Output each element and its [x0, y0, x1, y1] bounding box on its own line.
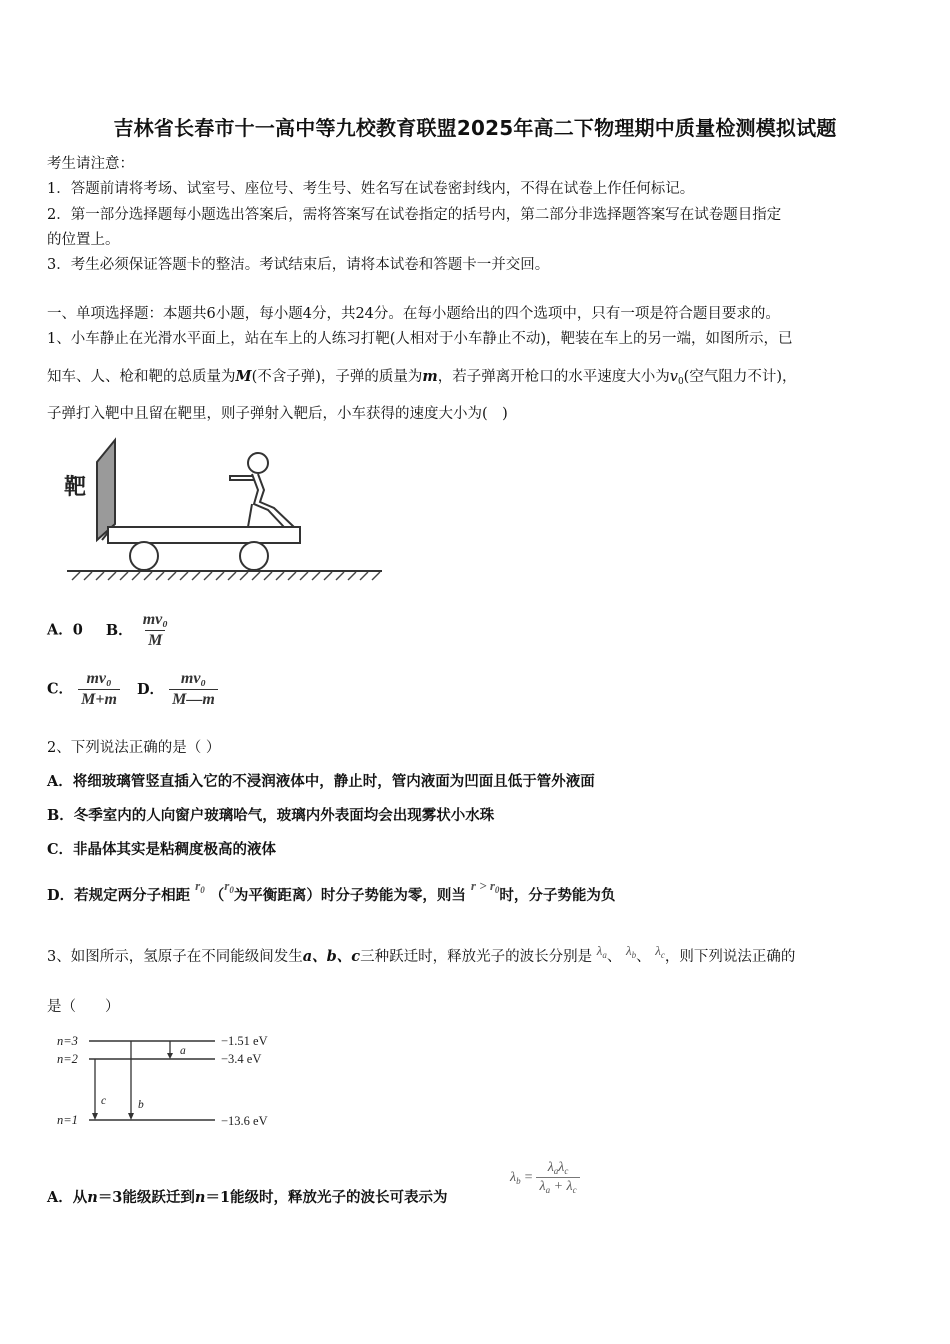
- notice-item-3: 3．考生必须保证答题卡的整洁。考试结束后，请将本试卷和答题卡一并交回。: [47, 257, 550, 273]
- transition-c-label: c: [101, 1095, 107, 1107]
- target-board: [97, 440, 115, 540]
- level-n3-label: n=3: [57, 1034, 78, 1048]
- fn-l1-sub: a: [553, 1166, 559, 1176]
- q3-lambda-b: [626, 943, 636, 958]
- level-n2-label: n=2: [57, 1052, 78, 1066]
- q2-d-r0-2-base: r: [224, 878, 230, 893]
- q3-line-2: 是（ ）: [47, 999, 120, 1015]
- q3-abc: a、b、c: [302, 948, 361, 965]
- q2-option-d: [47, 878, 616, 905]
- level-n3-energy: −1.51 eV: [221, 1034, 268, 1048]
- ground-hatching: [72, 572, 380, 580]
- q3-lambda-b-sub: b: [631, 950, 637, 960]
- q3-lambda-c-sub: c: [660, 950, 665, 960]
- q1-option-c-label: C．: [47, 680, 74, 698]
- q3-a-text-b: ＝3能级跃迁到: [97, 1189, 195, 1206]
- q1-option-c-den: M+m: [78, 689, 120, 709]
- q1-option-d-label: D．: [136, 680, 165, 698]
- formula-lambda-b-base: λ: [510, 1169, 517, 1185]
- notice-item-2-cont: 的位置上。: [47, 232, 120, 248]
- q3-sep-2: 、: [636, 949, 651, 965]
- q1-option-b-num: mv₀: [142, 611, 168, 628]
- q2-d-r0-2: [224, 878, 234, 893]
- fn-l2: λ: [558, 1160, 565, 1175]
- q2-d-r0: [195, 878, 205, 893]
- q1-text-c: ，若子弹离开枪口的水平速度大小为: [437, 369, 670, 385]
- q1-option-d-den: M—m: [169, 689, 218, 709]
- q3-a-n3: n: [87, 1189, 98, 1206]
- section-heading: 一、单项选择题：本题共6小题，每小题4分，共24分。在每小题给出的四个选项中，只有一项是符合题目要求的。: [47, 306, 780, 322]
- q3-a-text-c: ＝1能级时，释放光子的波长可表示为: [205, 1189, 448, 1206]
- fd-l1-sub: a: [545, 1185, 551, 1195]
- formula-numerator: [545, 1160, 572, 1177]
- q1-option-d-fraction: [169, 670, 218, 709]
- transition-a-label: a: [180, 1045, 186, 1057]
- q3-lambda-c: [655, 943, 665, 958]
- gun-arm: [230, 476, 254, 480]
- q1-text-d: (空气阻力不计)，: [683, 369, 797, 385]
- notice-item-1: 1．答题前请将考场、试室号、座位号、考生号、姓名写在试卷密封线内，不得在试卷上作任何标记。: [47, 181, 695, 197]
- fn-l2-sub: c: [564, 1166, 569, 1176]
- q3-lambda-a-base: λ: [596, 943, 603, 958]
- cart-body: [108, 527, 300, 543]
- energy-level-diagram: [55, 1028, 295, 1138]
- q1-option-c-fraction: [78, 670, 120, 709]
- q1-option-a: A．0: [47, 621, 83, 639]
- notice-item-2: 2．第一部分选择题每小题选出答案后，需将答案写在试卷指定的括号内，第二部分非选择题答案写在试卷题目指定: [47, 207, 782, 223]
- level-n2-energy: −3.4 eV: [221, 1052, 262, 1066]
- q2-d-text-a: D．若规定两分子相距: [47, 887, 191, 904]
- q1-line-1: 1、小车静止在光滑水平面上，站在车上的人练习打靶(人相对于小车静止不动)，靶装在车上的另一端，如图所示，已: [47, 331, 793, 347]
- q1-option-b-label: B．: [105, 621, 133, 639]
- fd-l2-sub: c: [572, 1185, 577, 1195]
- formula-lambda-b: [510, 1170, 521, 1186]
- transition-b-label: b: [138, 1099, 144, 1111]
- q3-text-b: 三种跃迁时，释放光子的波长分别是: [360, 949, 593, 965]
- q3-a-n1: n: [194, 1189, 206, 1206]
- level-n1-energy: −13.6 eV: [221, 1114, 268, 1128]
- q2-d-r0-sub: 0: [200, 885, 205, 895]
- q2-option-c: C．非晶体其实是粘稠度极高的液体: [47, 841, 277, 858]
- q1-option-d-num: mv₀: [180, 670, 206, 687]
- q3-option-a-formula: [510, 1160, 580, 1195]
- q3-lambda-c-base: λ: [655, 943, 661, 958]
- figure-target-label: 靶: [64, 474, 87, 499]
- q2-d-condition: [471, 878, 500, 893]
- formula-equals: =: [524, 1169, 533, 1185]
- q2-d-text-b: （: [209, 887, 225, 904]
- formula-lambda-b-sub: b: [516, 1175, 521, 1186]
- q3-text-c: ，则下列说法正确的: [664, 949, 796, 965]
- notice-heading: 考生请注意：: [47, 156, 134, 172]
- q2-d-cond-sub: 0: [494, 885, 500, 895]
- q3-lambda-a-sub: a: [602, 950, 607, 960]
- q2-d-cond-base: r > r: [470, 878, 495, 893]
- exam-title: 吉林省长春市十一高中等九校教育联盟2025年高二下物理期中质量检测模拟试题: [113, 116, 837, 140]
- q1-option-b-fraction: [140, 611, 171, 650]
- person-head: [248, 453, 268, 473]
- q1-option-ab: [47, 611, 171, 650]
- level-n1-label: n=1: [57, 1113, 78, 1127]
- q1-var-v-sub: 0: [677, 377, 684, 387]
- q1-line-3: 子弹打入靶中且留在靶里，则子弹射入靶后，小车获得的速度大小为( ): [47, 406, 508, 422]
- q1-line-2: [47, 365, 797, 387]
- cart-target-figure: [62, 432, 392, 587]
- q1-var-v: v: [669, 369, 678, 385]
- q1-option-b-den: M: [145, 630, 165, 650]
- fd-l1: λ: [539, 1179, 546, 1194]
- q1-var-m: m: [422, 368, 438, 385]
- formula-denominator: $\lambda_a + \lambda_c$: [536, 1177, 579, 1195]
- q2-option-a: A．将细玻璃管竖直插入它的不浸润液体中，静止时，管内液面为凹面且低于管外液面: [47, 773, 595, 790]
- q1-option-c-num: mv₀: [86, 670, 112, 687]
- q1-text-a: 知车、人、枪和靶的总质量为: [47, 369, 236, 385]
- q3-line-1: [47, 945, 795, 966]
- q2-option-b: B．冬季室内的人向窗户玻璃哈气，玻璃内外表面均会出现雾状小水珠: [47, 807, 495, 824]
- q2-d-text-d: 时，分子势能为负: [499, 887, 616, 904]
- q1-option-cd: [47, 670, 218, 709]
- q3-lambda-b-base: λ: [625, 943, 632, 958]
- formula-fraction: [536, 1160, 579, 1195]
- q3-a-text-a: A．从: [47, 1189, 88, 1206]
- q2-d-r0-2-sub: 0: [229, 885, 234, 895]
- fd-l2: λ: [566, 1179, 573, 1194]
- cart-wheel-right: [240, 542, 268, 570]
- q1-text-b: (不含子弹)，子弹的质量为: [251, 369, 423, 385]
- q3-lambda-a: [597, 943, 607, 958]
- q3-text-a: 3、如图所示，氢原子在不同能级间发生: [47, 949, 303, 965]
- fn-l1: λ: [547, 1160, 554, 1175]
- q2-d-r0-base: r: [195, 878, 201, 893]
- q2-stem: 2、下列说法正确的是（ ）: [47, 740, 221, 756]
- q3-option-a: [47, 1186, 448, 1207]
- q1-var-M: M: [235, 368, 252, 385]
- q3-sep-1: 、: [606, 949, 622, 965]
- cart-wheel-left: [130, 542, 158, 570]
- q2-d-text-c: 为平衡距离）时分子势能为零，则当: [233, 887, 466, 904]
